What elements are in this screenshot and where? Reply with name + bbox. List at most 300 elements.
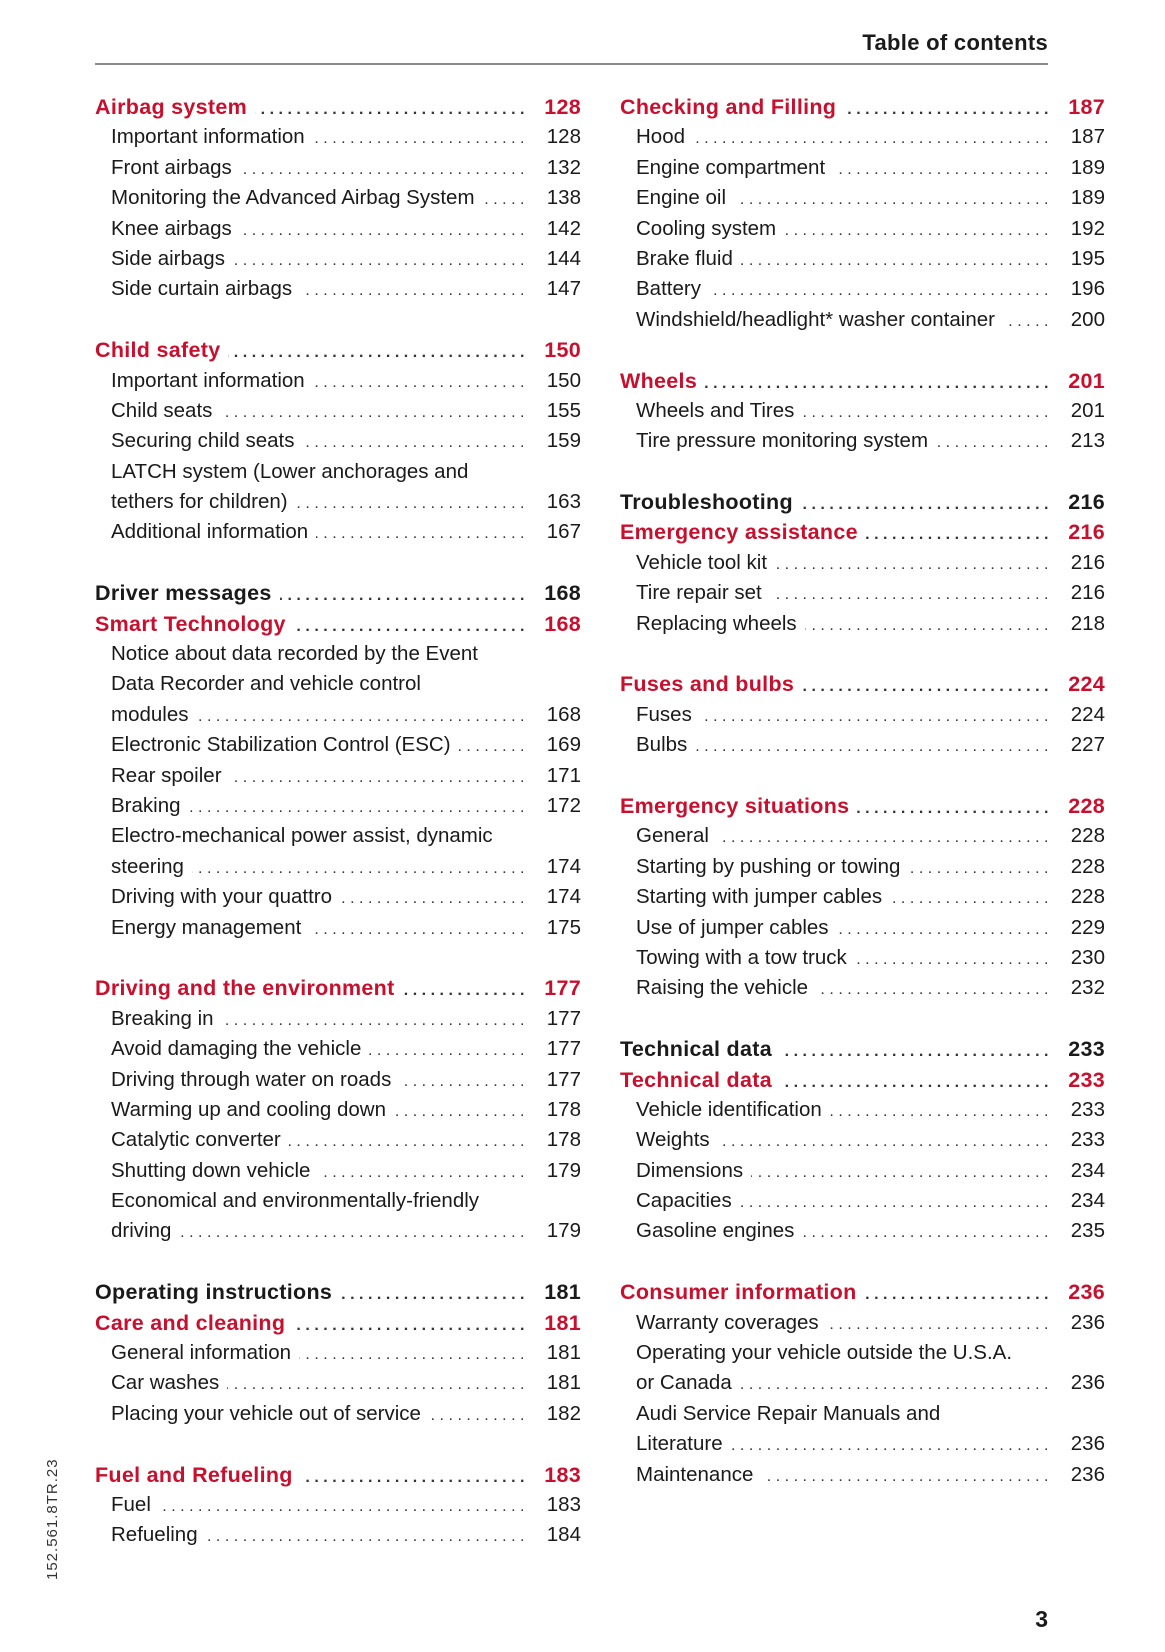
toc-entry-title: Hood (636, 125, 686, 149)
toc-section-entry[interactable] (620, 487, 1105, 517)
toc-page-number: 159 (546, 429, 581, 453)
toc-leader-dots (159, 1492, 529, 1522)
toc-subentry[interactable] (620, 852, 1105, 882)
toc-section-entry[interactable] (95, 335, 581, 365)
toc-page-number: 184 (546, 1523, 581, 1547)
toc-entry-title: Important information (111, 368, 305, 392)
toc-page-number: 150 (546, 368, 581, 392)
toc-section-entry[interactable] (620, 669, 1105, 699)
toc-leader-dots (844, 95, 1053, 125)
toc-subentry[interactable] (95, 1156, 581, 1186)
toc-page-number: 216 (1068, 490, 1105, 515)
page-number: 3 (1035, 1606, 1048, 1632)
toc-entry-title: steering (111, 854, 184, 878)
toc-section-entry[interactable] (95, 1308, 581, 1338)
toc-page-number: 163 (546, 490, 581, 514)
toc-entry-title: Smart Technology (95, 611, 286, 636)
toc-page-number: 177 (544, 976, 581, 1001)
toc-entry-title: Child seats (111, 398, 213, 422)
toc-entry-title: Emergency assistance (620, 520, 858, 545)
toc-section-entry[interactable] (95, 609, 581, 639)
toc-page-number: 128 (544, 95, 581, 119)
toc-entry-title: Battery (636, 277, 701, 301)
toc-entry-title: Notice about data recorded by the Event (111, 642, 478, 666)
toc-leader-dots (1003, 307, 1053, 337)
toc-leader-dots (734, 185, 1053, 215)
toc-page-number: 179 (546, 1219, 581, 1243)
toc-entry-title: Refueling (111, 1523, 198, 1547)
toc-leader-dots (233, 246, 529, 276)
toc-leader-dots (740, 1370, 1053, 1400)
toc-subentry[interactable] (95, 1186, 581, 1216)
toc-entry-title: Gasoline engines (636, 1219, 795, 1243)
toc-subentry[interactable] (95, 426, 581, 456)
toc-leader-dots (827, 1310, 1053, 1340)
toc-subentry[interactable] (95, 396, 581, 426)
toc-page-number: 192 (1070, 216, 1105, 240)
toc-leader-dots (770, 580, 1053, 610)
toc-subentry[interactable] (620, 1399, 1105, 1429)
toc-page-number: 177 (546, 1037, 581, 1061)
toc-entry-title: Airbag system (95, 95, 248, 119)
toc-entry-title: Rear spoiler (111, 763, 222, 787)
toc-page-number: 177 (546, 1006, 581, 1030)
toc-subentry[interactable] (620, 700, 1105, 730)
toc-leader-dots (429, 1401, 529, 1431)
toc-page-number: 235 (1070, 1219, 1105, 1243)
toc-entry-title: Warranty coverages (636, 1310, 819, 1334)
toc-leader-dots (394, 1097, 529, 1127)
toc-entry-title: Warming up and cooling down (111, 1097, 387, 1121)
toc-subentry[interactable] (95, 1065, 581, 1095)
toc-section-entry[interactable] (620, 791, 1105, 821)
toc-subentry[interactable] (95, 1095, 581, 1125)
toc-subentry[interactable] (620, 1095, 1105, 1125)
toc-subentry[interactable] (95, 153, 581, 183)
toc-leader-dots (230, 763, 529, 793)
toc-subentry[interactable] (95, 366, 581, 396)
toc-entry-title: Braking (111, 793, 181, 817)
toc-section-entry[interactable] (620, 1034, 1105, 1064)
toc-page-number: 183 (546, 1492, 581, 1516)
toc-leader-dots (313, 368, 529, 398)
toc-entry-title: Catalytic converter (111, 1128, 281, 1152)
toc-subentry[interactable] (95, 821, 581, 851)
toc-leader-dots (227, 1370, 529, 1400)
toc-entry-title: Knee airbags (111, 216, 232, 240)
toc-entry-title: Side airbags (111, 246, 225, 270)
toc-page-number: 228 (1070, 824, 1105, 848)
toc-leader-dots (717, 823, 1053, 853)
toc-entry-title: Troubleshooting (620, 490, 793, 515)
toc-subentry[interactable] (95, 761, 581, 791)
toc-entry-title: Vehicle tool kit (636, 550, 768, 574)
toc-subentry[interactable] (95, 274, 581, 304)
toc-subentry[interactable] (620, 244, 1105, 274)
toc-leader-dots (403, 976, 529, 1006)
toc-leader-dots (228, 338, 529, 368)
toc-leader-dots (340, 884, 529, 914)
toc-entry-title: Data Recorder and vehicle control (111, 672, 421, 696)
toc-subentry[interactable] (620, 1186, 1105, 1216)
toc-leader-dots (705, 369, 1053, 399)
toc-subentry[interactable] (95, 730, 581, 760)
toc-page-number: 150 (544, 338, 581, 363)
toc-page-number: 128 (546, 125, 581, 149)
toc-section-entry[interactable] (95, 973, 581, 1003)
toc-page-number: 171 (546, 763, 581, 787)
toc-leader-dots (802, 398, 1053, 428)
toc-entry-title: Starting with jumper cables (636, 885, 883, 909)
toc-leader-dots (857, 794, 1053, 824)
toc-page-number: 232 (1070, 976, 1105, 1000)
section-spacer (95, 548, 581, 578)
toc-section-entry[interactable] (620, 1277, 1105, 1307)
toc-leader-dots (816, 975, 1053, 1005)
toc-entry-title: Wheels (620, 368, 698, 393)
toc-subentry[interactable] (620, 1308, 1105, 1338)
toc-page-number: 181 (544, 1310, 581, 1335)
toc-entry-title: Replacing wheels (636, 611, 797, 635)
toc-page-number: 181 (546, 1371, 581, 1395)
toc-leader-dots (731, 1431, 1053, 1461)
toc-leader-dots (908, 854, 1053, 884)
toc-leader-dots (837, 915, 1053, 945)
toc-subentry[interactable] (95, 791, 581, 821)
toc-leader-dots (802, 672, 1053, 702)
toc-subentry[interactable] (95, 1368, 581, 1398)
toc-subentry[interactable] (95, 457, 581, 487)
toc-page-number: 228 (1070, 885, 1105, 909)
toc-leader-dots (280, 581, 529, 611)
toc-entry-title: Capacities (636, 1189, 732, 1213)
toc-page-number: 227 (1070, 733, 1105, 757)
toc-page-number: 168 (544, 581, 581, 606)
toc-column-right (620, 92, 1105, 1490)
toc-subentry[interactable] (620, 1156, 1105, 1186)
toc-page-number: 236 (1070, 1371, 1105, 1395)
toc-subentry[interactable] (95, 1125, 581, 1155)
toc-leader-dots (695, 732, 1053, 762)
toc-column-left (95, 92, 581, 1551)
toc-subentry[interactable] (95, 1338, 581, 1368)
toc-subentry[interactable] (95, 1490, 581, 1520)
toc-leader-dots (192, 854, 529, 884)
toc-subentry[interactable] (95, 244, 581, 274)
toc-section-entry[interactable] (95, 1460, 581, 1490)
toc-leader-dots (189, 793, 529, 823)
toc-leader-dots (301, 1463, 529, 1493)
header-divider (95, 63, 1048, 65)
toc-entry-title: tethers for children) (111, 490, 288, 514)
toc-entry-title: Breaking in (111, 1006, 214, 1030)
document-code: 152.561.8TR.23 (44, 1458, 61, 1580)
section-spacer (95, 1429, 581, 1459)
toc-entry-title: Placing your vehicle out of service (111, 1401, 421, 1425)
toc-leader-dots (299, 1340, 529, 1370)
toc-page-number: 230 (1070, 945, 1105, 969)
toc-page-number: 168 (546, 702, 581, 726)
toc-entry-title: or Canada (636, 1371, 732, 1395)
toc-subentry[interactable] (620, 548, 1105, 578)
toc-page-number: 181 (546, 1341, 581, 1365)
toc-subentry[interactable] (95, 122, 581, 152)
toc-subentry[interactable] (620, 943, 1105, 973)
toc-page-number: 147 (546, 277, 581, 301)
toc-leader-dots (309, 915, 529, 945)
toc-subentry[interactable] (620, 821, 1105, 851)
toc-subentry[interactable] (95, 913, 581, 943)
toc-subentry[interactable] (95, 669, 581, 699)
toc-entry-title: Bulbs (636, 733, 688, 757)
toc-page-number: 174 (546, 854, 581, 878)
toc-page-number: 201 (1070, 398, 1105, 422)
toc-section-entry[interactable] (620, 517, 1105, 547)
toc-entry-title: Wheels and Tires (636, 398, 795, 422)
toc-leader-dots (220, 398, 529, 428)
toc-entry-title: Monitoring the Advanced Airbag System (111, 186, 475, 210)
toc-page-number: 216 (1068, 520, 1105, 545)
toc-entry-title: Technical data (620, 1037, 772, 1062)
section-spacer (620, 1247, 1105, 1277)
toc-subentry[interactable] (620, 1338, 1105, 1368)
toc-entry-title: Cooling system (636, 216, 777, 240)
toc-subentry[interactable] (620, 183, 1105, 213)
toc-subentry[interactable] (95, 183, 581, 213)
toc-leader-dots (318, 1158, 529, 1188)
toc-subentry[interactable] (95, 700, 581, 730)
toc-leader-dots (179, 1218, 529, 1248)
toc-subentry[interactable] (620, 730, 1105, 760)
toc-page-number: 181 (544, 1280, 581, 1305)
toc-subentry[interactable] (95, 852, 581, 882)
toc-page-number: 216 (1070, 550, 1105, 574)
toc-entry-title: Audi Service Repair Manuals and (636, 1401, 941, 1425)
toc-page-number: 138 (546, 186, 581, 210)
toc-entry-title: Operating your vehicle outside the U.S.A. (636, 1341, 1013, 1365)
toc-page-number: 229 (1070, 915, 1105, 939)
toc-subentry[interactable] (620, 1216, 1105, 1246)
toc-subentry[interactable] (620, 578, 1105, 608)
toc-page-number: 187 (1070, 125, 1105, 149)
toc-section-entry[interactable] (620, 366, 1105, 396)
toc-page-number: 236 (1070, 1310, 1105, 1334)
toc-page-number: 233 (1068, 1037, 1105, 1062)
toc-page-number: 187 (1068, 95, 1105, 119)
toc-leader-dots (780, 1037, 1053, 1067)
toc-subentry[interactable] (95, 1216, 581, 1246)
toc-subentry[interactable] (95, 1520, 581, 1550)
toc-subentry[interactable] (620, 274, 1105, 304)
toc-entry-title: Care and cleaning (95, 1310, 286, 1335)
toc-entry-title: Tire pressure monitoring system (636, 429, 929, 453)
toc-entry-title: Front airbags (111, 155, 232, 179)
toc-page-number: 172 (546, 793, 581, 817)
section-spacer (620, 761, 1105, 791)
toc-entry-title: Electronic Stabilization Control (ESC) (111, 733, 451, 757)
toc-leader-dots (483, 185, 529, 215)
toc-subentry[interactable] (620, 214, 1105, 244)
toc-subentry[interactable] (95, 1399, 581, 1429)
toc-page-number: 167 (546, 520, 581, 544)
toc-leader-dots (865, 1280, 1053, 1310)
toc-subentry[interactable] (620, 1460, 1105, 1490)
toc-entry-title: Literature (636, 1432, 723, 1456)
toc-page-number: 228 (1068, 793, 1105, 818)
toc-subentry[interactable] (95, 639, 581, 669)
toc-leader-dots (313, 124, 529, 154)
toc-subentry[interactable] (95, 882, 581, 912)
toc-page-number: 142 (546, 216, 581, 240)
toc-subentry[interactable] (620, 426, 1105, 456)
toc-subentry[interactable] (95, 487, 581, 517)
toc-page-number: 216 (1070, 581, 1105, 605)
toc-page-number: 132 (546, 155, 581, 179)
toc-subentry[interactable] (620, 1125, 1105, 1155)
toc-leader-dots (833, 155, 1053, 185)
toc-page-number: 178 (546, 1128, 581, 1152)
toc-leader-dots (459, 732, 529, 762)
toc-page-number: 155 (546, 398, 581, 422)
toc-subentry[interactable] (620, 396, 1105, 426)
toc-leader-dots (255, 95, 529, 125)
toc-section-entry[interactable] (95, 92, 581, 122)
toc-page-number: 218 (1070, 611, 1105, 635)
toc-entry-title: Consumer information (620, 1280, 857, 1305)
toc-leader-dots (780, 1068, 1053, 1098)
toc-page-number: 168 (544, 611, 581, 636)
toc-page-number: 224 (1068, 672, 1105, 697)
section-spacer (620, 335, 1105, 365)
toc-section-entry[interactable] (95, 1277, 581, 1307)
toc-entry-title: Engine oil (636, 186, 727, 210)
toc-entry-title: Side curtain airbags (111, 277, 293, 301)
toc-entry-title: Tire repair set (636, 581, 762, 605)
toc-leader-dots (805, 611, 1053, 641)
toc-leader-dots (240, 155, 529, 185)
toc-subentry[interactable] (95, 1004, 581, 1034)
section-spacer (95, 1247, 581, 1277)
toc-leader-dots (294, 612, 529, 642)
toc-page-number: 200 (1070, 307, 1105, 331)
toc-entry-title: Weights (636, 1128, 710, 1152)
toc-leader-dots (741, 246, 1053, 276)
toc-subentry[interactable] (620, 609, 1105, 639)
toc-entry-title: Shutting down vehicle (111, 1158, 311, 1182)
toc-leader-dots (718, 1127, 1053, 1157)
toc-entry-title: modules (111, 702, 189, 726)
toc-subentry[interactable] (620, 973, 1105, 1003)
toc-entry-title: Driving with your quattro (111, 885, 333, 909)
toc-subentry[interactable] (620, 1368, 1105, 1398)
toc-page-number: 234 (1070, 1189, 1105, 1213)
toc-leader-dots (866, 520, 1053, 550)
toc-leader-dots (801, 490, 1053, 520)
toc-leader-dots (761, 1462, 1053, 1492)
toc-page-number: 144 (546, 246, 581, 270)
toc-entry-title: General (636, 824, 709, 848)
toc-page-number: 189 (1070, 155, 1105, 179)
toc-page-number: 201 (1068, 368, 1105, 393)
toc-entry-title: Use of jumper cables (636, 915, 829, 939)
toc-subentry[interactable] (95, 214, 581, 244)
toc-leader-dots (289, 1127, 529, 1157)
toc-leader-dots (222, 1006, 529, 1036)
toc-page-number: 174 (546, 885, 581, 909)
toc-page-number: 228 (1070, 854, 1105, 878)
toc-leader-dots (700, 702, 1053, 732)
toc-entry-title: Vehicle identification (636, 1097, 822, 1121)
toc-subentry[interactable] (95, 517, 581, 547)
toc-page-number: 177 (546, 1067, 581, 1091)
toc-entry-title: Important information (111, 125, 305, 149)
toc-entry-title: Additional information (111, 520, 309, 544)
toc-page-number: 233 (1068, 1067, 1105, 1092)
toc-page-number: 178 (546, 1097, 581, 1121)
toc-leader-dots (855, 945, 1053, 975)
toc-leader-dots (936, 428, 1053, 458)
toc-leader-dots (751, 1158, 1053, 1188)
toc-leader-dots (340, 1280, 529, 1310)
toc-entry-title: Fuel (111, 1492, 151, 1516)
toc-page-number: 175 (546, 915, 581, 939)
toc-leader-dots (240, 216, 529, 246)
toc-leader-dots (709, 276, 1053, 306)
toc-entry-title: Dimensions (636, 1158, 744, 1182)
toc-page-number: 224 (1070, 702, 1105, 726)
toc-leader-dots (369, 1036, 529, 1066)
toc-subentry[interactable] (620, 153, 1105, 183)
toc-entry-title: General information (111, 1341, 292, 1365)
toc-leader-dots (740, 1188, 1053, 1218)
toc-subentry[interactable] (620, 882, 1105, 912)
toc-entry-title: Fuel and Refueling (95, 1462, 293, 1487)
toc-leader-dots (316, 519, 529, 549)
toc-leader-dots (296, 489, 529, 519)
toc-entry-title: Brake fluid (636, 246, 733, 270)
toc-section-entry[interactable] (95, 578, 581, 608)
toc-leader-dots (302, 428, 529, 458)
toc-page-number: 236 (1068, 1280, 1105, 1305)
toc-leader-dots (802, 1218, 1053, 1248)
toc-section-entry[interactable] (620, 92, 1105, 122)
toc-entry-title: Emergency situations (620, 793, 850, 818)
toc-page-number: 182 (546, 1401, 581, 1425)
toc-subentry[interactable] (620, 1429, 1105, 1459)
toc-subentry[interactable] (620, 305, 1105, 335)
toc-leader-dots (399, 1067, 529, 1097)
toc-entry-title: Fuses and bulbs (620, 672, 795, 697)
toc-leader-dots (300, 276, 529, 306)
toc-entry-title: Raising the vehicle (636, 976, 809, 1000)
toc-entry-title: Avoid damaging the vehicle (111, 1037, 362, 1061)
section-spacer (95, 943, 581, 973)
toc-page-number: 189 (1070, 186, 1105, 210)
toc-entry-title: Energy management (111, 915, 302, 939)
toc-entry-title: Towing with a tow truck (636, 945, 847, 969)
toc-leader-dots (693, 124, 1053, 154)
toc-entry-title: Checking and Filling (620, 95, 837, 119)
toc-section-entry[interactable] (620, 1065, 1105, 1095)
toc-subentry[interactable] (95, 1034, 581, 1064)
toc-entry-title: Driving and the environment (95, 976, 395, 1001)
toc-page-number: 233 (1070, 1097, 1105, 1121)
toc-subentry[interactable] (620, 122, 1105, 152)
page-title: Table of contents (862, 30, 1048, 55)
section-spacer (620, 457, 1105, 487)
toc-entry-title: Engine compartment (636, 155, 826, 179)
toc-subentry[interactable] (620, 913, 1105, 943)
